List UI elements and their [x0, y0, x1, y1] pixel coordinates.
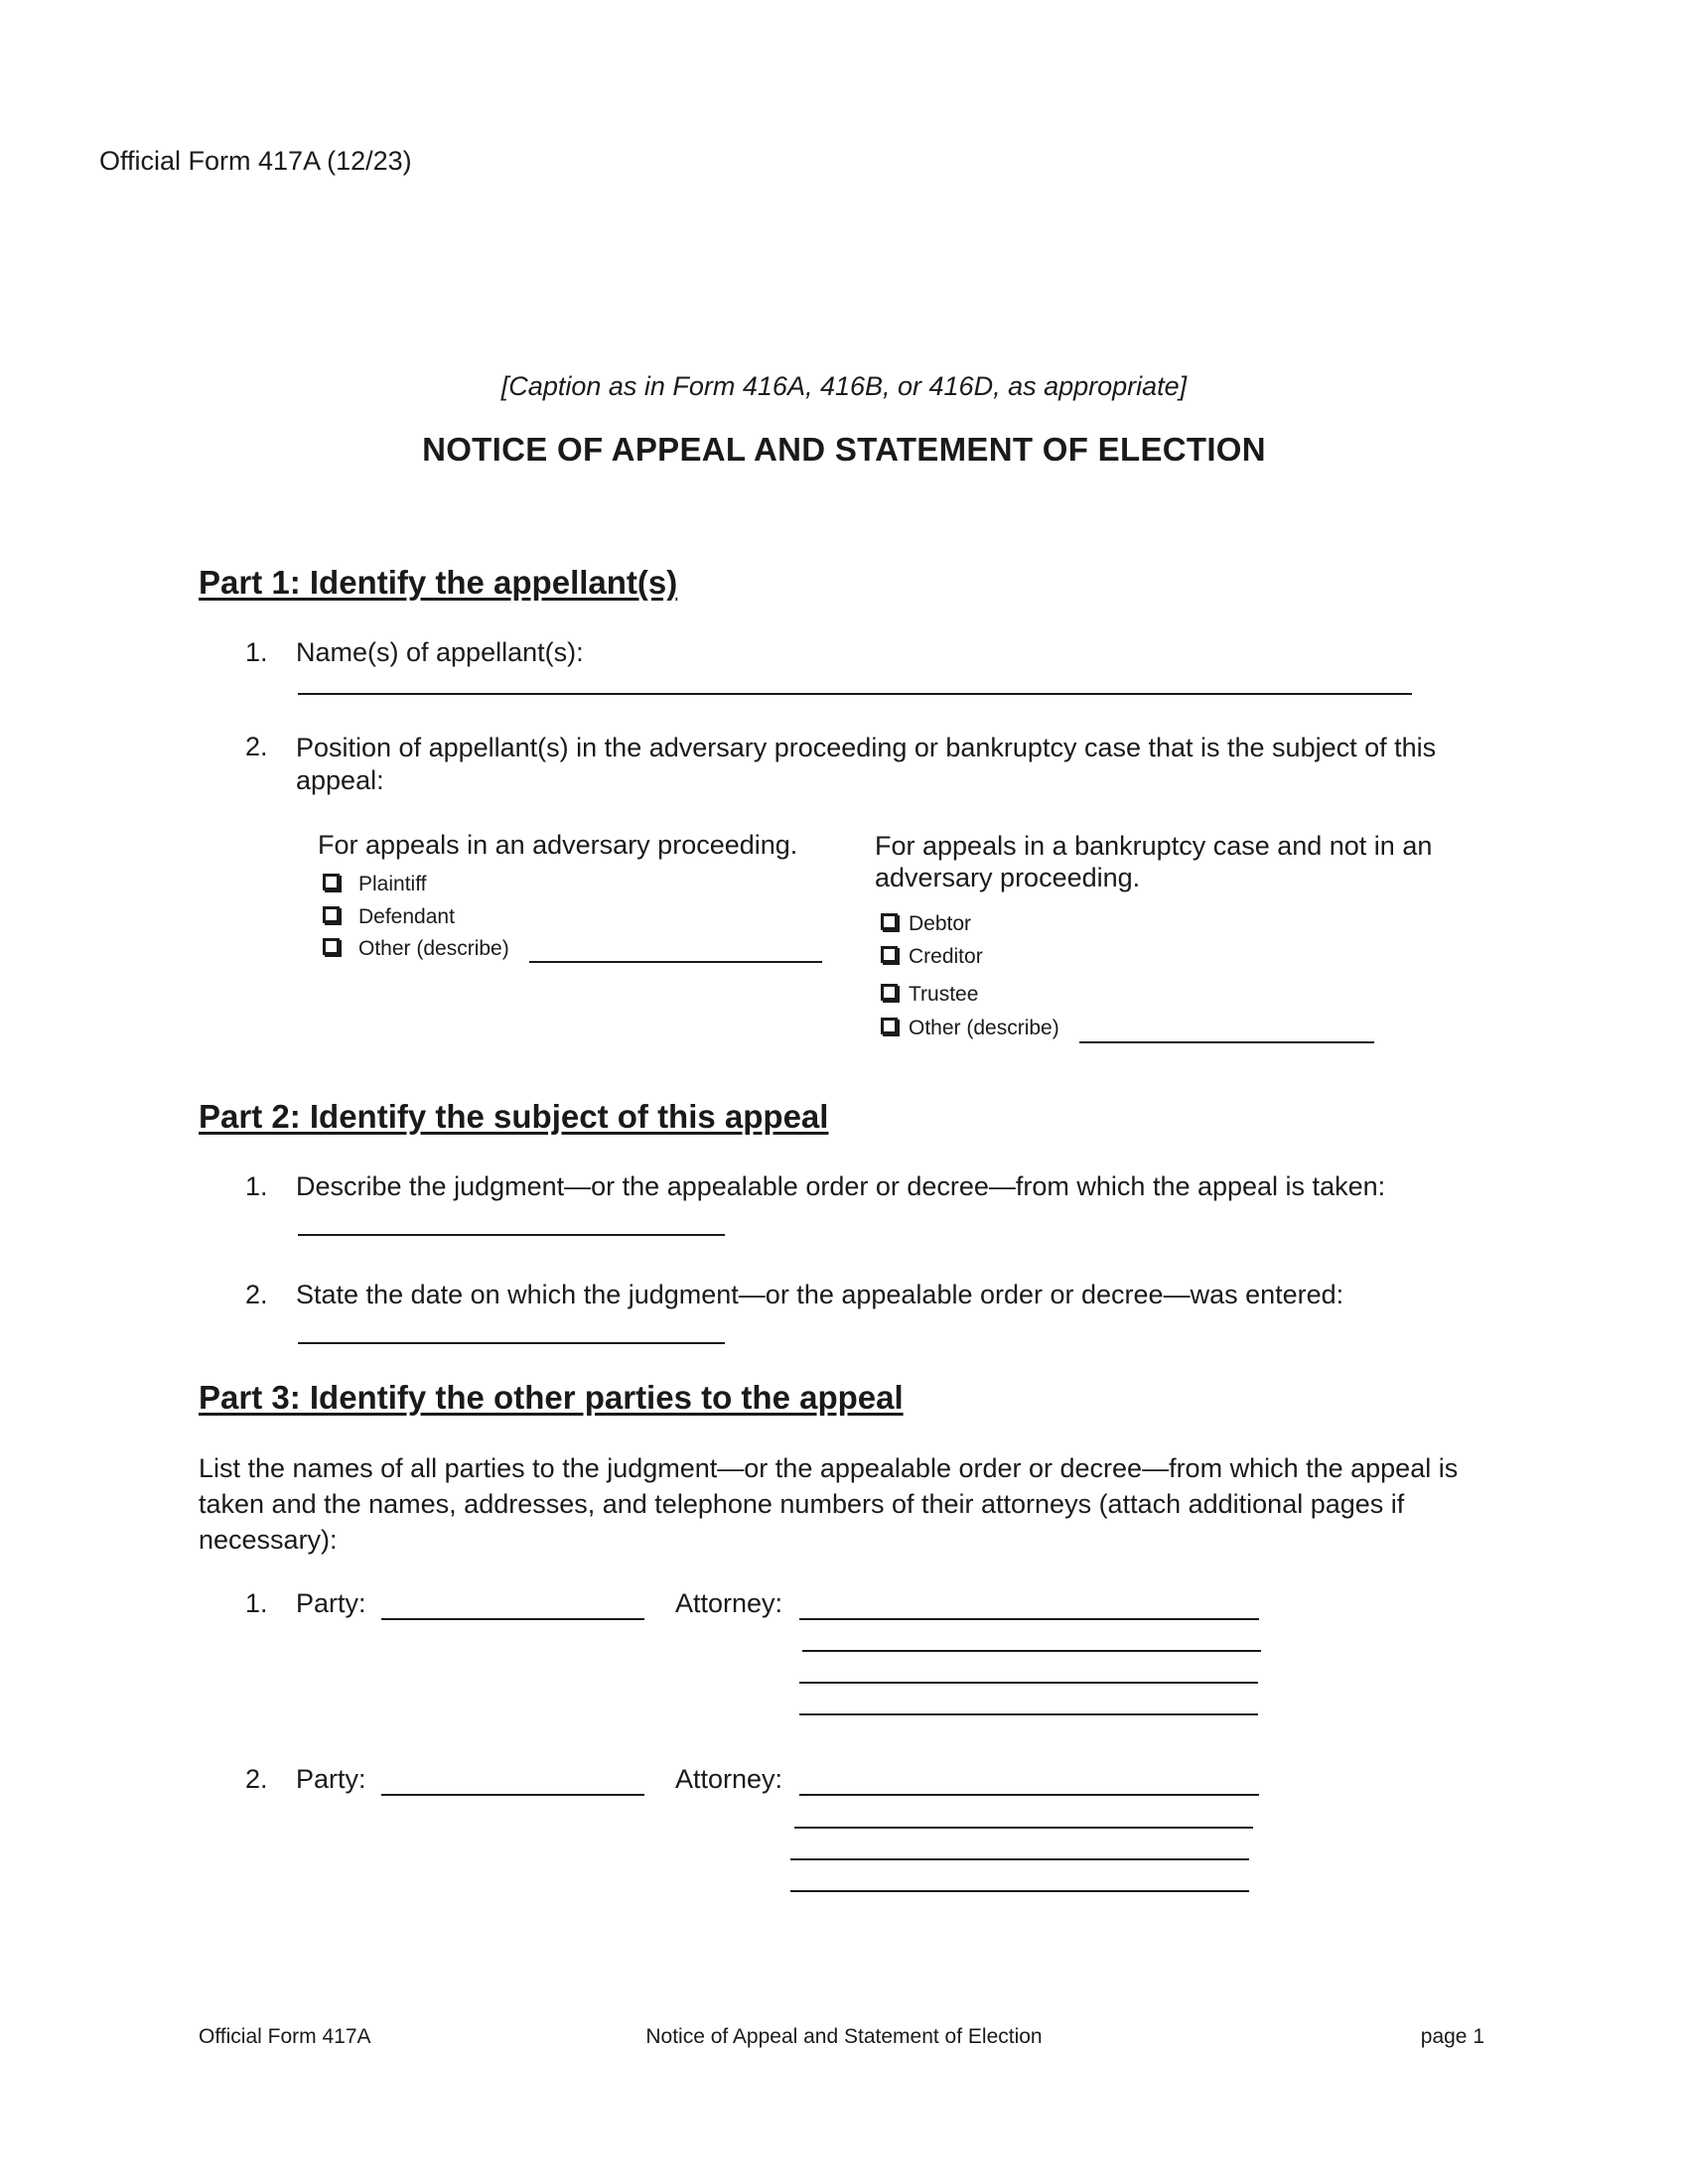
- adversary-heading: For appeals in an adversary proceeding.: [318, 830, 798, 860]
- party1-label: Party:: [296, 1588, 366, 1618]
- part2-item2-number: 2.: [245, 1280, 268, 1309]
- debtor-label: Debtor: [909, 912, 972, 935]
- judgment-description-field[interactable]: [298, 1234, 725, 1236]
- part3-heading: Part 3: Identify the other parties to the appeal: [199, 1379, 904, 1416]
- appellant-name-label: Name(s) of appellant(s):: [296, 637, 584, 667]
- party1-attorney-line1[interactable]: [799, 1618, 1259, 1620]
- defendant-checkbox[interactable]: [323, 906, 340, 923]
- footer-form-id: Official Form 417A: [199, 2025, 371, 2048]
- appellant-name-field[interactable]: [298, 693, 1412, 695]
- bankruptcy-other-label: Other (describe): [909, 1017, 1059, 1039]
- party1-attorney-line3[interactable]: [799, 1682, 1258, 1684]
- adversary-other-checkbox[interactable]: [323, 938, 340, 955]
- bankruptcy-heading: For appeals in a bankruptcy case and not in an adversary proceeding.: [875, 831, 1433, 892]
- judgment-date-label: State the date on which the judgment—or the appealable order or decree—was entered:: [296, 1280, 1344, 1309]
- party2-name-field[interactable]: [381, 1794, 644, 1796]
- creditor-label: Creditor: [909, 945, 983, 968]
- adversary-other-field[interactable]: [529, 961, 822, 963]
- form-id-header: Official Form 417A (12/23): [99, 146, 412, 176]
- judgment-description-label: Describe the judgment—or the appealable order or decree—from which the appeal is taken:: [296, 1171, 1386, 1201]
- party2-attorney-line3[interactable]: [790, 1858, 1249, 1860]
- defendant-label: Defendant: [358, 905, 455, 928]
- part2-item1-number: 1.: [245, 1171, 268, 1201]
- party1-attorney-line2[interactable]: [802, 1650, 1261, 1652]
- party2-attorney-line1[interactable]: [799, 1794, 1259, 1796]
- plaintiff-checkbox[interactable]: [323, 874, 340, 890]
- party1-name-field[interactable]: [381, 1618, 644, 1620]
- debtor-checkbox[interactable]: [881, 913, 898, 930]
- adversary-other-label: Other (describe): [358, 937, 509, 960]
- trustee-checkbox[interactable]: [881, 984, 898, 1001]
- judgment-date-field[interactable]: [298, 1342, 725, 1344]
- part1-heading: Part 1: Identify the appellant(s): [199, 564, 678, 601]
- party2-label: Party:: [296, 1764, 366, 1794]
- footer-title: Notice of Appeal and Statement of Election: [645, 2025, 1043, 2048]
- caption-note: [Caption as in Form 416A, 416B, or 416D, as appropriate]: [500, 371, 1188, 401]
- party2-attorney-line2[interactable]: [794, 1827, 1253, 1829]
- bankruptcy-other-field[interactable]: [1079, 1041, 1374, 1043]
- footer-page-number: page 1: [1420, 2025, 1484, 2048]
- party2-number: 2.: [245, 1764, 268, 1794]
- party2-attorney-line4[interactable]: [790, 1890, 1249, 1892]
- part1-item1-number: 1.: [245, 637, 268, 667]
- page-title: NOTICE OF APPEAL AND STATEMENT OF ELECTION: [422, 431, 1266, 468]
- party1-attorney-line4[interactable]: [799, 1713, 1258, 1715]
- appellant-position-label: Position of appellant(s) in the adversary proceeding or bankruptcy case that is the subject of this appeal:: [296, 733, 1437, 795]
- creditor-checkbox[interactable]: [881, 946, 898, 963]
- bankruptcy-other-checkbox[interactable]: [881, 1018, 898, 1034]
- part2-heading: Part 2: Identify the subject of this appeal: [199, 1098, 829, 1135]
- party2-attorney-label: Attorney:: [675, 1764, 783, 1794]
- trustee-label: Trustee: [909, 983, 979, 1006]
- party1-attorney-label: Attorney:: [675, 1588, 783, 1618]
- party1-number: 1.: [245, 1588, 268, 1618]
- part3-instructions: List the names of all parties to the judgment—or the appealable order or decree—from which the appeal is taken and the names, addresses, and telephone numbers of their attorneys (attach additional pages if necessary):: [199, 1453, 1459, 1555]
- part1-item2-number: 2.: [245, 732, 268, 761]
- plaintiff-label: Plaintiff: [358, 873, 427, 895]
